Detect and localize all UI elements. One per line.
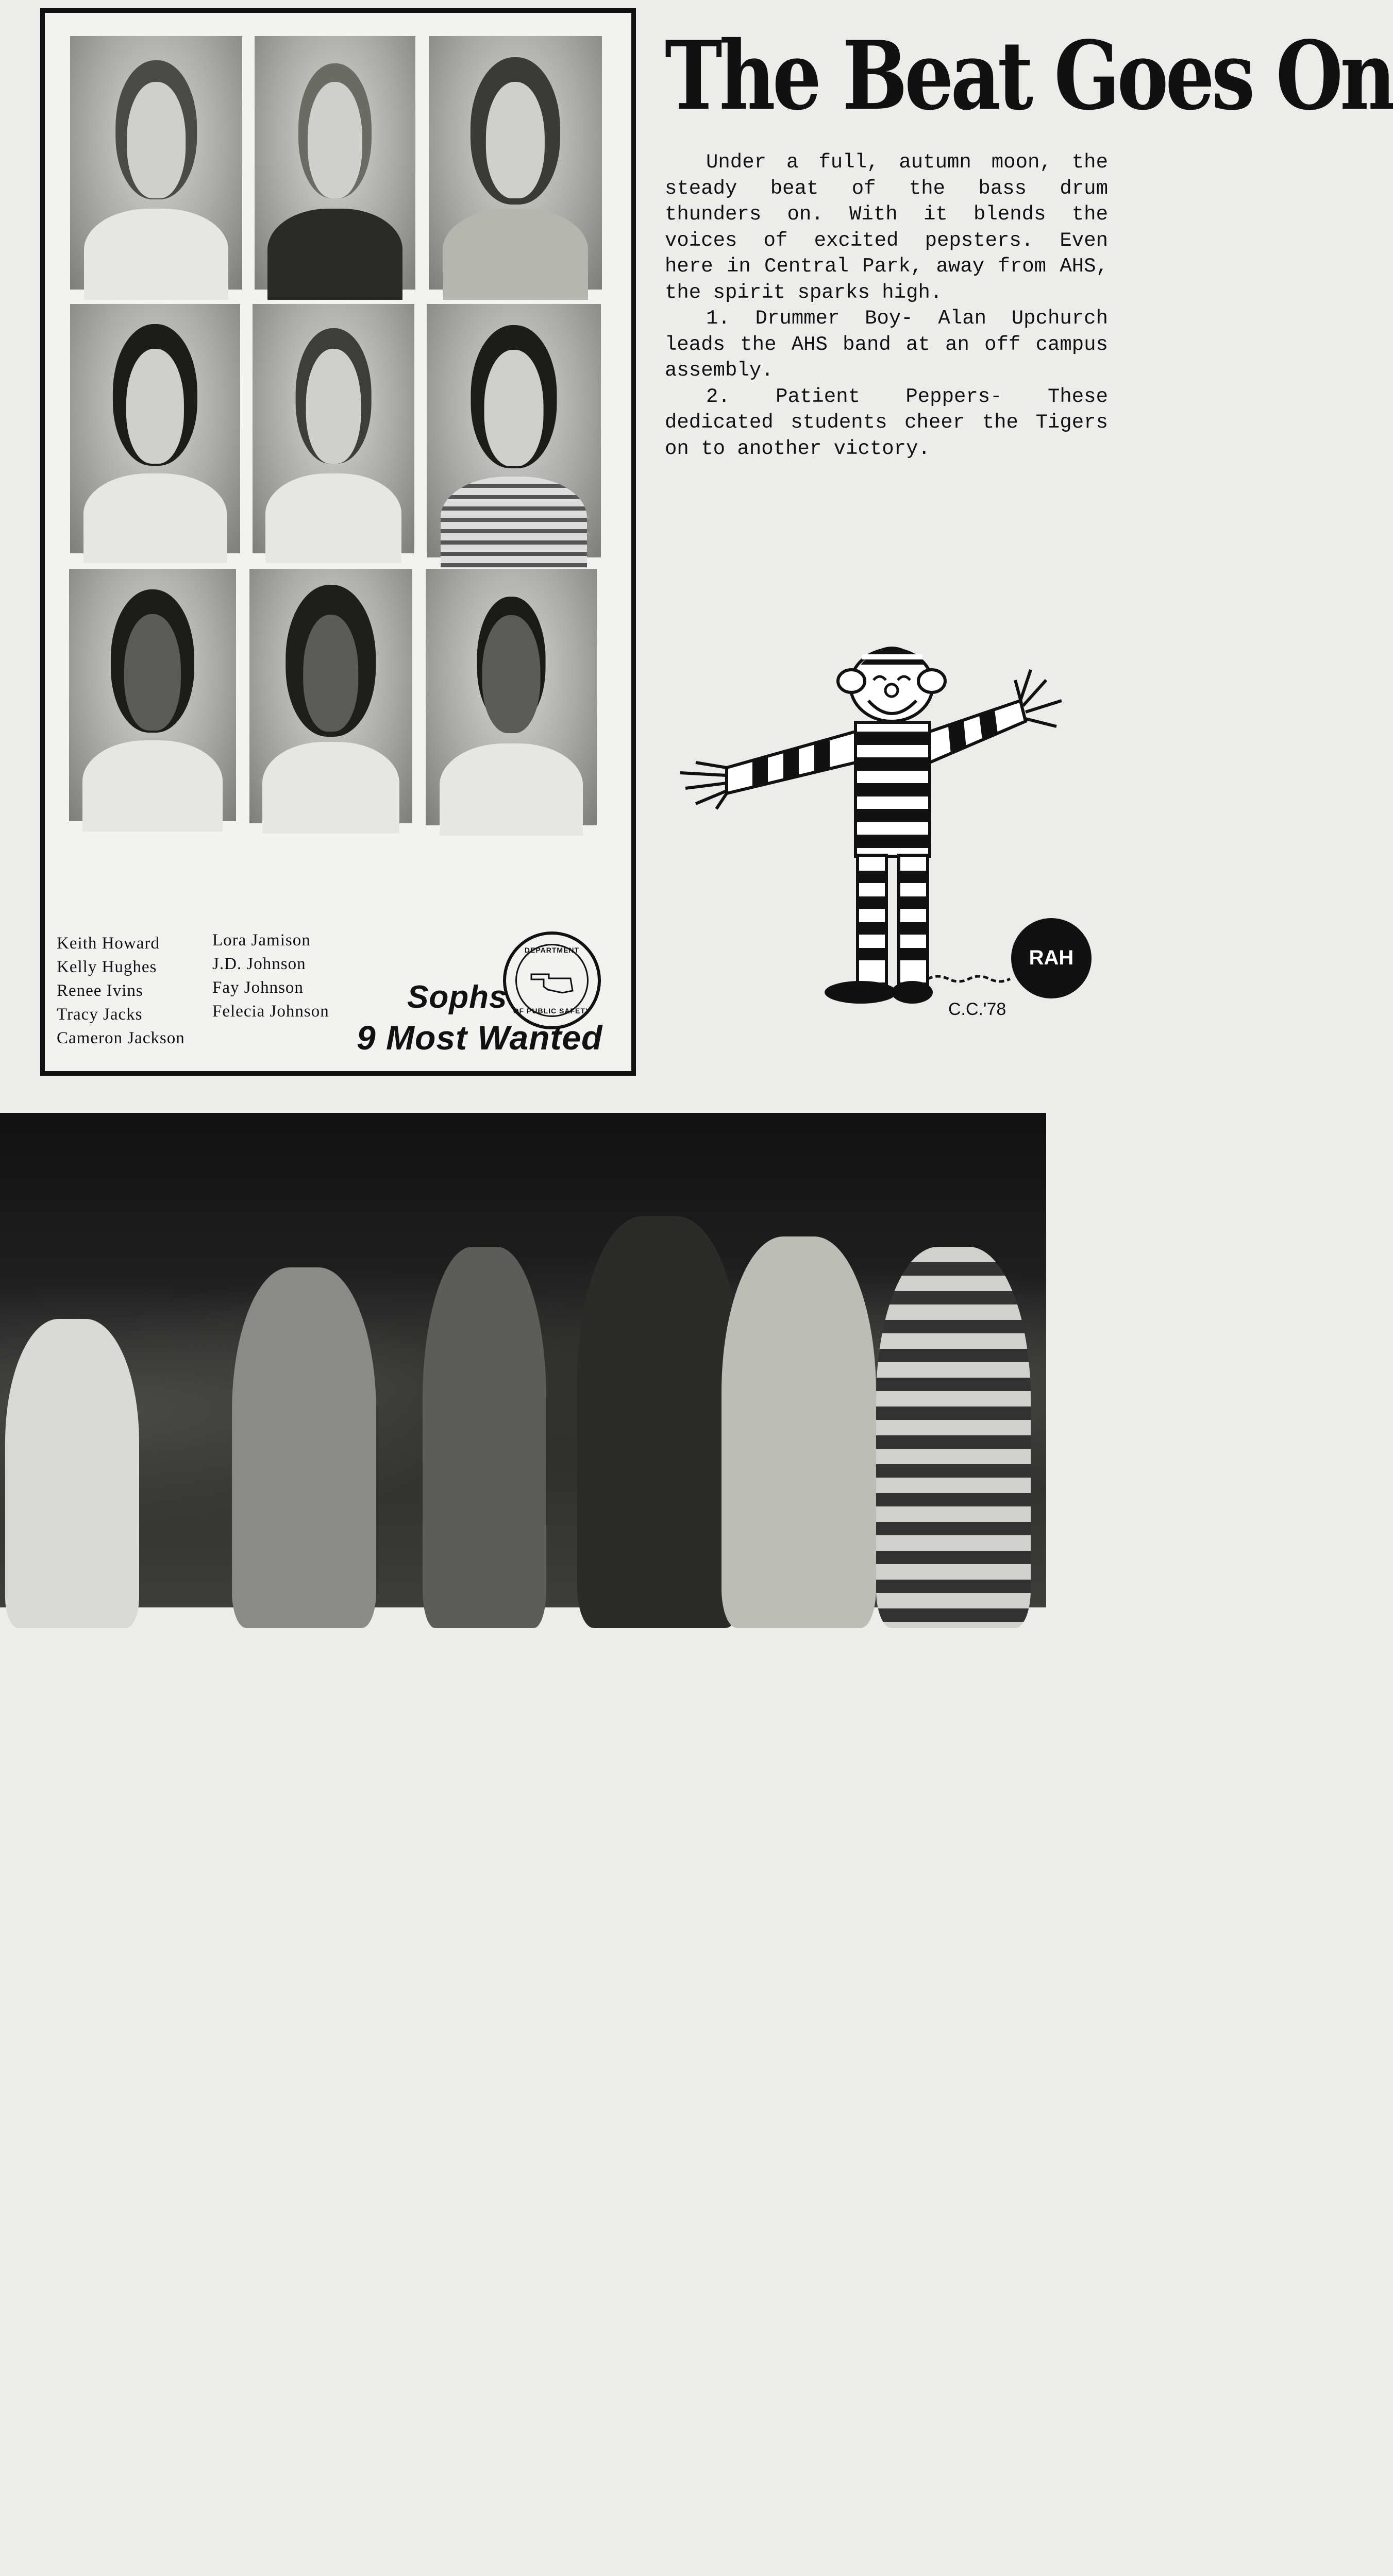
- names-column-2: [212, 928, 329, 1023]
- striped-suit: [855, 722, 930, 984]
- student-name: Tracy Jacks: [57, 1005, 143, 1024]
- portrait-photo: [427, 304, 601, 557]
- mascot-rah-text: RAH: [1029, 946, 1074, 969]
- portrait-photo: [429, 36, 602, 290]
- page-headline: The Beat Goes On: [665, 21, 1393, 131]
- student-name: Keith Howard: [57, 934, 160, 953]
- caption-paragraph: 1. Drummer Boy- Alan Upchurch leads the AHS band at an off campus assembly.: [665, 307, 1108, 382]
- portrait-photo: [426, 569, 597, 825]
- portrait-photo: [69, 569, 236, 821]
- portrait-photo: [255, 36, 415, 290]
- caption-paragraph: 2. Patient Peppers- These dedicated students cheer the Tigers on to another victory.: [665, 385, 1108, 460]
- seal-bottom-text: OF PUBLIC SAFETY: [513, 1007, 591, 1015]
- section-label: Sophs: [407, 979, 508, 1015]
- seal-top-text: DEPARTMENT: [524, 946, 580, 954]
- student-name: Cameron Jackson: [57, 1029, 185, 1047]
- convict-mascot-illustration: [670, 577, 1082, 1020]
- seal-inner-ring: [515, 944, 589, 1017]
- student-name: Fay Johnson: [212, 978, 304, 997]
- portrait-photo: [70, 304, 240, 553]
- student-name: J.D. Johnson: [212, 955, 306, 973]
- student-name: Lora Jamison: [212, 931, 311, 950]
- portrait-photo: [249, 569, 412, 823]
- student-name: Felecia Johnson: [212, 1002, 329, 1021]
- student-name: Kelly Hughes: [57, 958, 157, 976]
- oklahoma-outline-icon: [517, 945, 587, 1015]
- crowd-photograph: [0, 1113, 1046, 1607]
- portrait-photo: [253, 304, 414, 553]
- caption-text: [665, 149, 1108, 462]
- artist-signature: C.C.'78: [948, 999, 1006, 1019]
- student-name: Renee Ivins: [57, 981, 143, 1000]
- portrait-photo: [70, 36, 242, 290]
- names-column-1: [57, 931, 185, 1050]
- public-safety-seal: [503, 931, 601, 1029]
- feature-title: 9 Most Wanted: [357, 1019, 603, 1057]
- intro-paragraph: Under a full, autumn moon, the steady beat of the bass drum thunders on. With it blends the voices of excited pepsters. Even here in Central Park, away from AHS, the spirit sparks high.: [665, 151, 1108, 304]
